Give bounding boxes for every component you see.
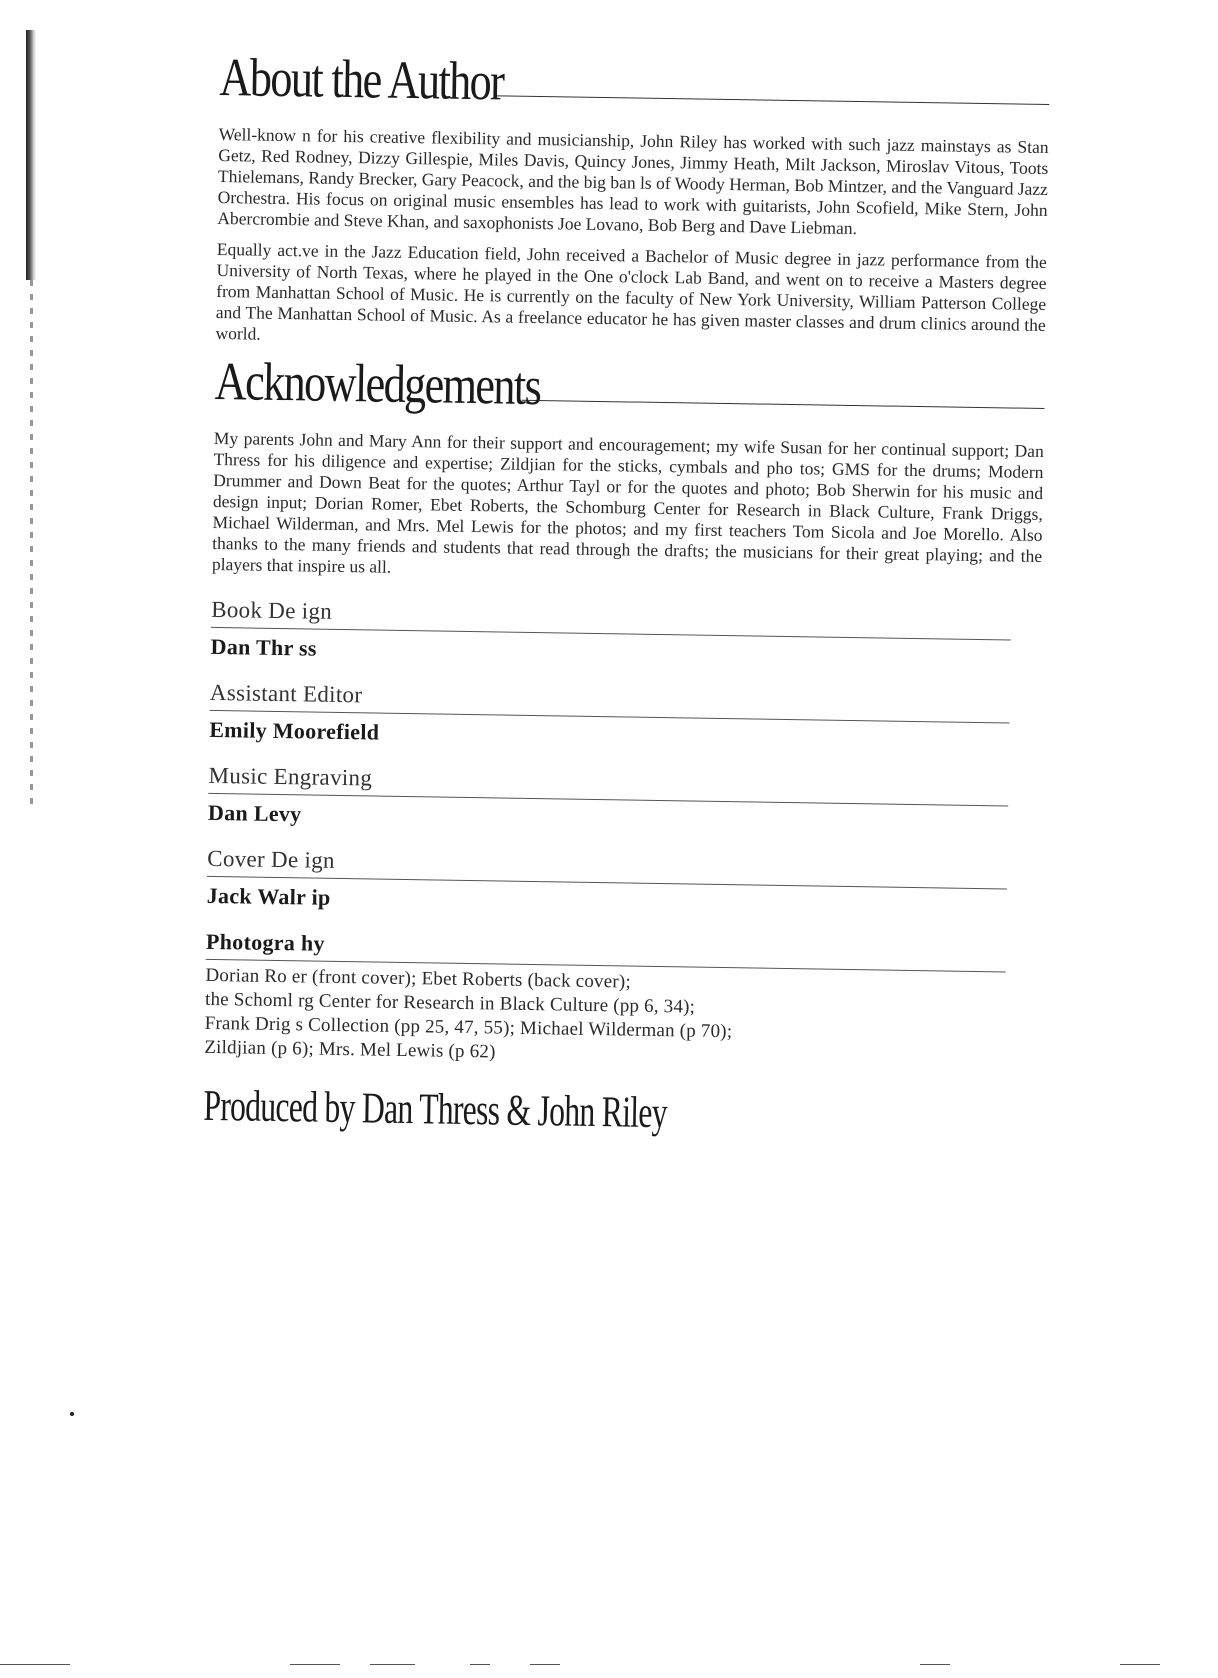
photography-line: Zildjian (p 6); Mrs. Mel Lewis (p 62) bbox=[204, 1036, 496, 1063]
credit-role: Assistant Editor bbox=[210, 680, 1010, 724]
photography-line: Frank Drig s Collection (pp 25, 47, 55); Michael Wilderman (p 70); bbox=[204, 1012, 733, 1043]
credit-name: Dan Levy bbox=[207, 799, 302, 827]
page-content bbox=[203, 47, 1050, 1143]
about-title: About the Author bbox=[219, 47, 504, 112]
about-paragraph: Well-know n for his creative flexibility and musicianship, John Riley has worked with such jazz mainstays as Stan Getz, Red Rodney, Dizzy Gillespie, Miles Davis, Quincy Jones, Jimmy Heath, Milt Jackson, Miroslav Vitous, Toots Thielemans, Randy Brecker, Gary Peacock, and the big ban ls of Woody Herman, Bob Mintzer, and the Vanguard Jazz Orchestra. His focus on original music ensembles has lead to work with guitarists, John Scofield, Mike Stern, John Abercrombie and Steve Khan, and saxophonists Joe Lovano, Bob Berg and Dave Liebman. bbox=[217, 123, 1049, 239]
acknowledgements-paragraph: My parents John and Mary Ann for their support and encouragement; my wife Susan for her continual support; Dan Thress for his diligence and expertise; Zildjian for the sticks, cymbals and pho tos; GMS for the drums; Modern Drummer and Down Beat for the quotes; Arthur Tayl or for the quotes and photo; Bob Sherwin for his music and design input; Dorian Romer, Ebet Roberts, the Schomburg Center for Research in Black Culture, Frank Driggs, Michael Wilderman, and Mrs. Mel Lewis for the photos; and my first teachers Tom Sicola and Joe Morello. Also thanks to the many friends and students that read through the drafts; the musicians for their great playing; and the players that inspire us all. bbox=[211, 427, 1044, 577]
scan-speck bbox=[70, 1412, 74, 1416]
photography-line: Dorian Ro er (front cover); Ebet Roberts (back cover); bbox=[205, 964, 632, 993]
bottom-rule bbox=[470, 1664, 490, 1665]
acknowledgements-heading bbox=[214, 350, 1045, 421]
credit-entry bbox=[207, 846, 1008, 922]
scan-edge-dots bbox=[30, 280, 33, 810]
photography-role: Photogra hy bbox=[206, 929, 1006, 973]
credit-name: Emily Moorefield bbox=[209, 716, 380, 745]
credit-entry bbox=[210, 597, 1011, 673]
photography-lines bbox=[204, 964, 1005, 1073]
credit-name: Dan Thr ss bbox=[210, 633, 317, 661]
bottom-rule bbox=[920, 1664, 950, 1665]
credit-entry bbox=[209, 680, 1010, 756]
photography-credit bbox=[204, 929, 1006, 1073]
credit-role: Cover De ign bbox=[207, 846, 1007, 890]
about-paragraph: Equally act.ve in the Jazz Education field, John received a Bachelor of Music degree in jazz performance from the University of North Texas, where he played in the One o'clock Lab Band, and went on to receive a Masters degree from Manhattan School of Music. He is currently on the faculty of New York University, William Patterson College and The Manhattan School of Music. As a freelance educator he has given master classes and drum clinics around the world. bbox=[215, 238, 1047, 344]
credit-entry bbox=[208, 763, 1009, 839]
bottom-rule bbox=[1120, 1664, 1160, 1665]
bottom-rule bbox=[290, 1664, 340, 1665]
credit-name: Jack Walr ip bbox=[206, 882, 331, 910]
bottom-rule bbox=[530, 1664, 560, 1665]
about-heading bbox=[219, 47, 1050, 117]
scan-edge-artifact bbox=[26, 30, 36, 280]
credit-role: Music Engraving bbox=[208, 763, 1008, 807]
credit-role: Book De ign bbox=[211, 597, 1011, 641]
acknowledgements-title: Acknowledgements bbox=[214, 350, 541, 417]
produced-by: Produced by Dan Thress & John Riley bbox=[203, 1080, 668, 1138]
heading-rule bbox=[495, 95, 1049, 105]
heading-rule bbox=[521, 400, 1044, 409]
photography-line: the Schoml rg Center for Research in Black Culture (pp 6, 34); bbox=[204, 988, 696, 1018]
bottom-rule bbox=[370, 1664, 415, 1665]
credits-list bbox=[204, 597, 1011, 1073]
bottom-rule bbox=[0, 1664, 70, 1665]
